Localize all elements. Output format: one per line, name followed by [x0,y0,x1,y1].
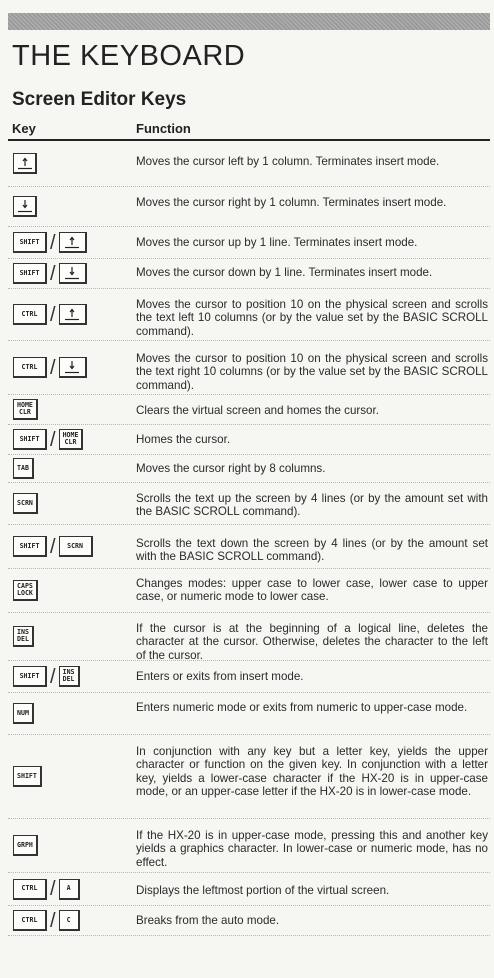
key-cap-tab: TAB [13,458,34,479]
section-title: Screen Editor Keys [12,89,187,110]
function-description: Changes modes: upper case to lower case, lower case to upper case, or numeric mode to lower case. [136,577,488,604]
key-cap-shift: SHIFT [13,766,42,787]
key-separator: / [50,303,56,326]
function-description: Moves the cursor right by 1 column. Terminates insert mode. [136,196,447,209]
table-row [8,483,490,525]
key-combination [13,613,34,660]
key-combination [13,227,87,258]
column-header-function: Function [136,121,191,136]
key-separator: / [50,878,56,900]
table-row [8,735,490,819]
function-description: Moves the cursor to position 10 on the physical screen and scrolls the text left 10 columns (or by the value set by the BASIC SCROLL command). [136,298,488,338]
function-description: Enters or exits from insert mode. [136,670,304,683]
key-combination [13,483,38,524]
table-row [8,141,490,187]
key-combination [13,873,80,905]
key-cap-ins-del: INS DEL [59,666,80,687]
table-row [8,259,490,289]
left-arrow-key-icon [13,153,37,174]
right-arrow-key-icon [59,357,87,378]
table-row [8,819,490,873]
page-title: THE KEYBOARD [12,40,246,72]
key-combination [13,259,87,288]
table-row [8,569,490,613]
key-function-table [8,141,490,936]
key-cap-ins-del: INS DEL [13,626,34,647]
key-cap-scrn: SCRN [13,493,38,514]
table-row [8,187,490,227]
table-row [8,455,490,483]
function-description: If the HX-20 is in upper-case mode, pressing this and another key yields a graphics character. In lower-case or numeric mode, has no effect. [136,829,488,869]
key-combination [13,906,80,935]
table-row [8,693,490,735]
table-row [8,227,490,259]
key-separator: / [50,262,56,285]
function-description: In conjunction with any key but a letter key, yields the upper character or function on the given key. In conjunction with a letter key, yields a lower-case character if the HX-20 is in upper-case mode, or an upper-case letter if the HX-20 is in lower-case mode. [136,745,488,798]
key-combination [13,289,87,340]
key-separator: / [50,535,56,558]
key-cap-ctrl: CTRL [13,304,47,325]
right-arrow-key-icon [13,196,37,217]
left-arrow-key-icon [59,232,87,253]
function-description: Moves the cursor right by 8 columns. [136,462,326,475]
function-description: Moves the cursor up by 1 line. Terminates insert mode. [136,236,418,249]
key-combination [13,455,34,482]
key-cap-num: NUM [13,703,34,724]
key-cap-home-clr: HOME CLR [59,429,84,450]
table-row [8,873,490,906]
key-cap-shift: SHIFT [13,666,47,687]
header-bar [8,13,490,30]
key-cap-c: C [59,910,80,931]
key-combination [13,425,83,454]
column-header-key: Key [12,121,36,136]
key-cap-shift: SHIFT [13,429,47,450]
key-cap-ctrl: CTRL [13,357,47,378]
key-combination [13,141,37,186]
function-description: Clears the virtual screen and homes the cursor. [136,404,379,417]
key-separator: / [50,665,56,688]
table-row [8,395,490,425]
key-separator: / [50,356,56,379]
key-combination [13,395,38,424]
key-combination [13,661,80,692]
function-description: Breaks from the auto mode. [136,914,280,927]
key-cap-ctrl: CTRL [13,879,47,900]
table-row [8,289,490,341]
key-combination [13,819,38,872]
key-cap-shift: SHIFT [13,232,47,253]
table-row [8,341,490,395]
function-description: Scrolls the text up the screen by 4 lines (or by the amount set with the BASIC SCROLL command). [136,492,488,519]
function-description: Displays the leftmost portion of the virtual screen. [136,884,390,897]
key-combination [13,693,34,734]
key-cap-caps-lock: CAPS LOCK [13,580,38,601]
table-row [8,525,490,569]
function-description: Enters numeric mode or exits from numeric to upper-case mode. [136,701,468,714]
function-description: Scrolls the text down the screen by 4 lines (or by the amount set with the BASIC SCROLL command). [136,537,488,564]
key-cap-a: A [59,879,80,900]
key-cap-ctrl: CTRL [13,910,47,931]
key-combination [13,525,93,568]
left-arrow-key-icon [59,304,87,325]
function-description: Moves the cursor to position 10 on the physical screen and scrolls the text right 10 columns (or by the value set by the BASIC SCROLL command). [136,352,488,392]
table-row [8,613,490,661]
key-cap-shift: SHIFT [13,536,47,557]
right-arrow-key-icon [59,263,87,284]
key-cap-shift: SHIFT [13,263,47,284]
key-cap-scrn: SCRN [59,536,93,557]
key-combination [13,187,37,226]
function-description: If the cursor is at the beginning of a logical line, deletes the character at the cursor. Otherwise, deletes the character to the left of the cursor. [136,622,488,662]
key-cap-grph: GRPH [13,835,38,856]
key-combination [13,341,87,394]
key-separator: / [50,231,56,254]
key-separator: / [50,909,56,932]
key-cap-home-clr: HOME CLR [13,399,38,420]
table-row [8,425,490,455]
table-row [8,661,490,693]
table-row [8,906,490,936]
function-description: Moves the cursor down by 1 line. Terminates insert mode. [136,266,433,279]
function-description: Homes the cursor. [136,433,231,446]
function-description: Moves the cursor left by 1 column. Terminates insert mode. [136,155,440,168]
key-separator: / [50,428,56,451]
key-combination [13,735,42,818]
key-combination [13,569,38,612]
